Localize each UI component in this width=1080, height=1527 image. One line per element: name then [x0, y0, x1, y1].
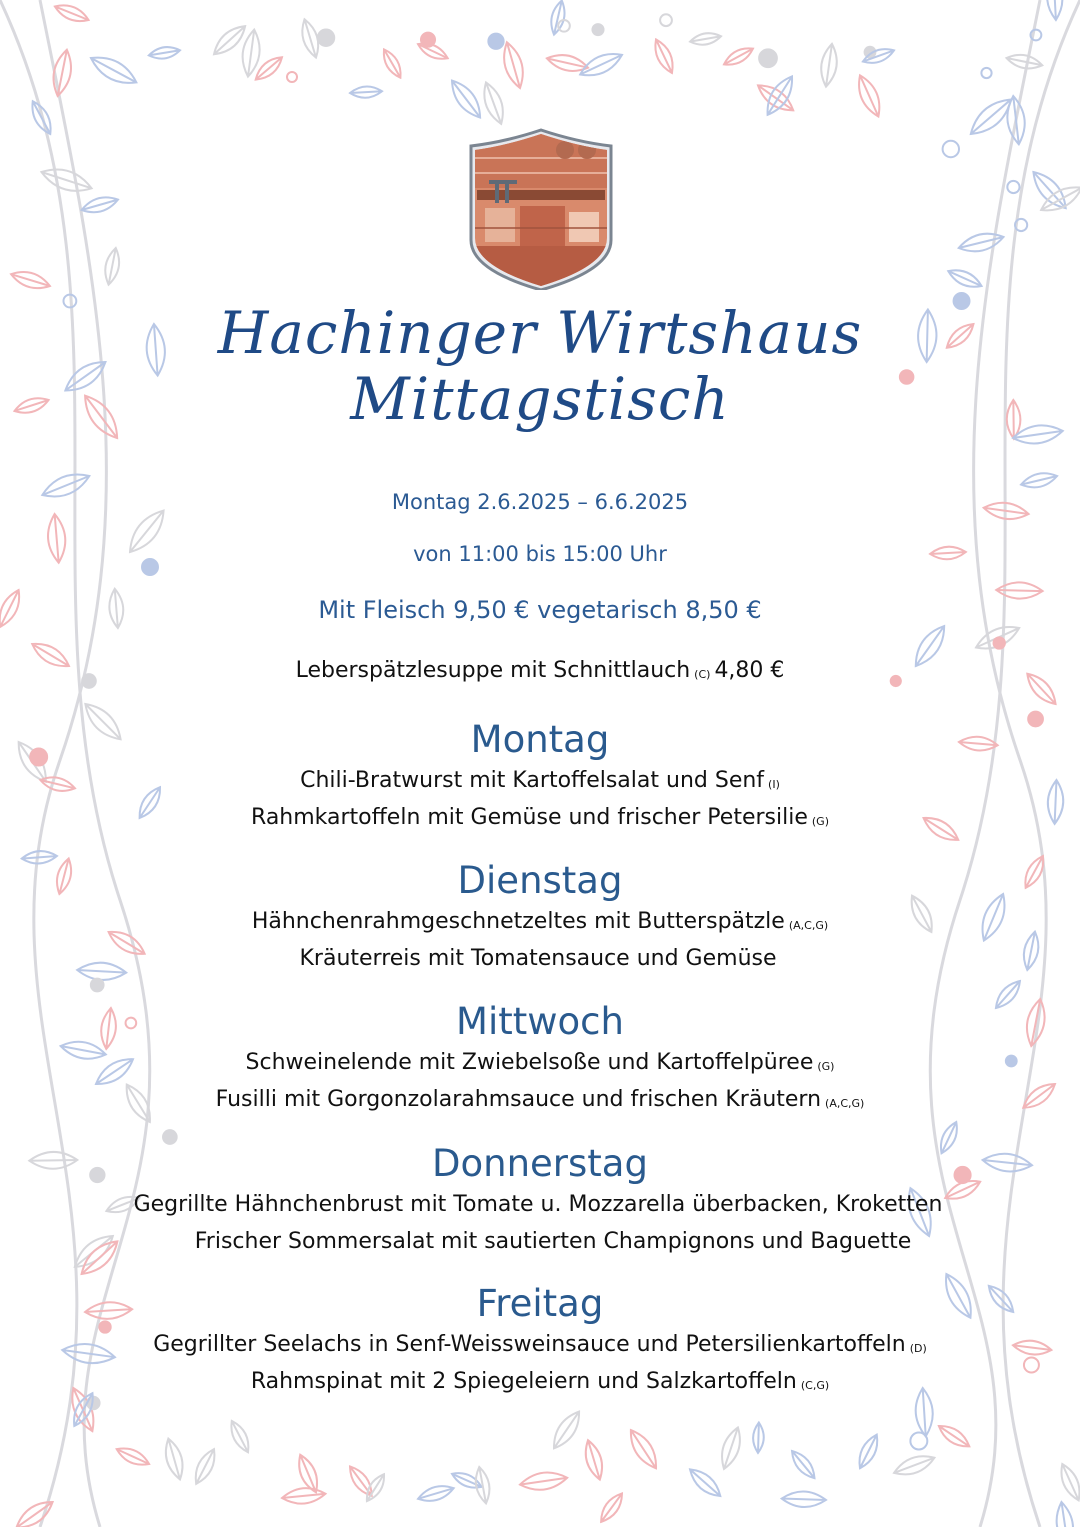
dish — [0, 1225, 1080, 1262]
dish-text: Gegrillter Seelachs in Senf-Weissweinsauce und Petersilienkartoffeln — [153, 1332, 906, 1357]
dish-allergens: (G) — [817, 1060, 835, 1073]
day-name: Freitag — [476, 1282, 604, 1325]
dish — [0, 1328, 1080, 1365]
day-name: Montag — [470, 718, 610, 761]
soup-price: 4,80 € — [714, 658, 785, 683]
dish — [0, 905, 1080, 942]
dish — [0, 1083, 1080, 1120]
dish-allergens: (A,C,G) — [788, 919, 829, 932]
dish-text: Rahmspinat mit 2 Spiegeleiern und Salzkartoffeln — [250, 1369, 797, 1394]
dish-text: Rahmkartoffeln mit Gemüse und frischer Petersilie — [251, 805, 808, 830]
day-name: Donnerstag — [432, 1142, 648, 1185]
dish-allergens: (D) — [909, 1342, 927, 1355]
day-name: Dienstag — [457, 859, 623, 902]
dish-text: Schweinelende mit Zwiebelsoße und Kartoffelpüree — [245, 1050, 814, 1075]
day-monday — [0, 716, 1080, 838]
day-name: Mittwoch — [456, 1000, 624, 1043]
dish-text: Frischer Sommersalat mit sautierten Champignons und Baguette — [194, 1229, 912, 1254]
dish-allergens: (C,G) — [800, 1379, 830, 1392]
menu-period: Montag 2.6.2025 – 6.6.2025 — [391, 490, 689, 514]
dish — [0, 942, 1080, 979]
dish-allergens: (I) — [768, 778, 780, 791]
menu-prices: Mit Fleisch 9,50 € vegetarisch 8,50 € — [318, 596, 762, 624]
day-friday — [0, 1280, 1080, 1402]
day-thursday — [0, 1140, 1080, 1262]
dish-text: Chili-Bratwurst mit Kartoffelsalat und Senf — [300, 768, 765, 793]
soup-allergens: (C) — [694, 668, 711, 681]
menu-title — [0, 300, 1080, 432]
dish — [0, 1046, 1080, 1083]
dish-text: Kräuterreis mit Tomatensauce und Gemüse — [299, 946, 777, 971]
menu-subtitle: Mittagstisch — [350, 365, 730, 433]
dish — [0, 1188, 1080, 1225]
dish — [0, 1365, 1080, 1402]
day-wednesday — [0, 998, 1080, 1120]
dish-allergens: (G) — [811, 815, 829, 828]
restaurant-crest-logo — [465, 128, 617, 290]
soup-of-the-week — [0, 658, 1080, 683]
dish — [0, 764, 1080, 801]
restaurant-name: Hachinger Wirtshaus — [217, 299, 863, 367]
dish-text: Gegrillte Hähnchenbrust mit Tomate u. Mozzarella überbacken, Kroketten — [133, 1192, 943, 1217]
dish-allergens: (A,C,G) — [825, 1097, 865, 1110]
dish-text: Fusilli mit Gorgonzolarahmsauce und frischen Kräutern — [215, 1087, 822, 1112]
day-tuesday — [0, 857, 1080, 979]
soup-name: Leberspätzlesuppe mit Schnittlauch — [295, 658, 691, 683]
dish-text: Hähnchenrahmgeschnetzeltes mit Butterspätzle — [251, 909, 785, 934]
dish — [0, 801, 1080, 838]
serving-hours: von 11:00 bis 15:00 Uhr — [413, 542, 667, 566]
